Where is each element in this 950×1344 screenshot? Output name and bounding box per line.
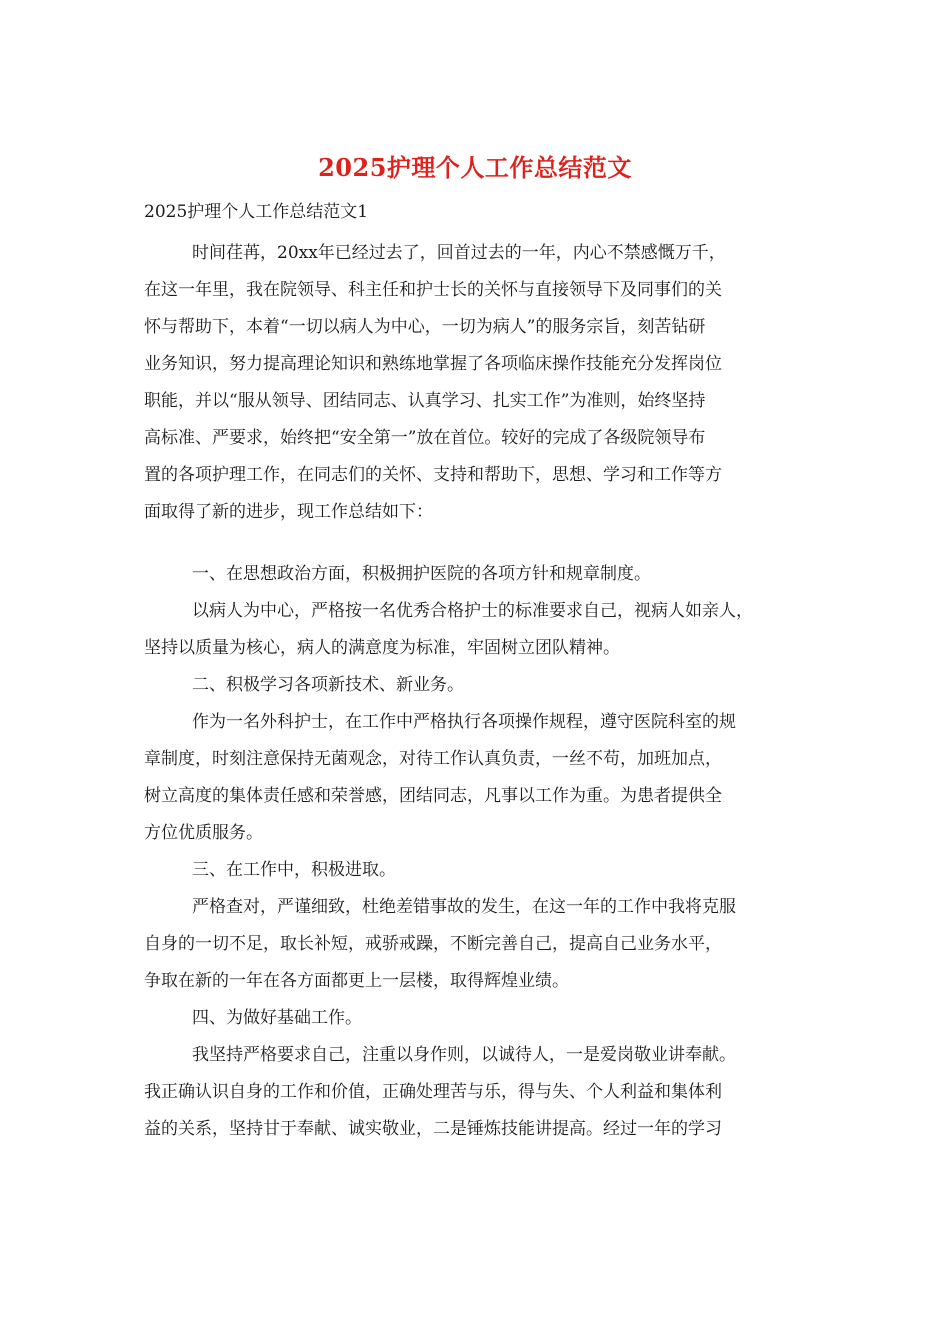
section-heading: 二、积极学习各项新技术、新业务。 — [192, 675, 464, 695]
body-line: 自身的一切不足，取长补短，戒骄戒躁，不断完善自己，提高自己业务水平， — [144, 934, 722, 954]
body-line: 方位优质服务。 — [144, 823, 263, 843]
body-line: 时间荏苒，20xx年已经过去了，回首过去的一年，内心不禁感慨万千， — [192, 243, 726, 263]
body-line: 严格查对，严谨细致，杜绝差错事故的发生，在这一年的工作中我将克服 — [192, 897, 736, 917]
section-heading: 一、在思想政治方面，积极拥护医院的各项方针和规章制度。 — [192, 564, 651, 584]
body-line: 面取得了新的进步，现工作总结如下： — [144, 502, 433, 522]
body-line: 章制度，时刻注意保持无菌观念，对待工作认真负责，一丝不苟，加班加点， — [144, 749, 722, 769]
body-line: 置的各项护理工作，在同志们的关怀、支持和帮助下，思想、学习和工作等方 — [144, 465, 722, 485]
document-subtitle: 2025护理个人工作总结范文1 — [144, 202, 369, 222]
body-line: 我正确认识自身的工作和价值，正确处理苦与乐，得与失、个人利益和集体利 — [144, 1082, 722, 1102]
body-line: 益的关系，坚持甘于奉献、诚实敬业，二是锤炼技能讲提高。经过一年的学习 — [144, 1119, 722, 1139]
body-line: 高标准、严要求，始终把“安全第一”放在首位。较好的完成了各级院领导布 — [144, 428, 706, 448]
body-line: 业务知识，努力提高理论知识和熟练地掌握了各项临床操作技能充分发挥岗位 — [144, 354, 722, 374]
body-line: 我坚持严格要求自己，注重以身作则，以诚待人，一是爱岗敬业讲奉献。 — [192, 1045, 736, 1065]
body-line: 怀与帮助下，本着“一切以病人为中心，一切为病人”的服务宗旨，刻苦钻研 — [144, 317, 706, 337]
section-heading: 三、在工作中，积极进取。 — [192, 860, 396, 880]
section-heading: 四、为做好基础工作。 — [192, 1008, 362, 1028]
body-line: 在这一年里，我在院领导、科主任和护士长的关怀与直接领导下及同事们的关 — [144, 280, 722, 300]
body-line: 树立高度的集体责任感和荣誉感，团结同志，凡事以工作为重。为患者提供全 — [144, 786, 722, 806]
body-line: 争取在新的一年在各方面都更上一层楼，取得辉煌业绩。 — [144, 971, 569, 991]
body-line: 坚持以质量为核心，病人的满意度为标准，牢固树立团队精神。 — [144, 638, 620, 658]
body-line: 职能，并以“服从领导、团结同志、认真学习、扎实工作”为准则，始终坚持 — [144, 391, 706, 411]
body-line: 以病人为中心，严格按一名优秀合格护士的标准要求自己，视病人如亲人， — [192, 601, 753, 621]
body-line: 作为一名外科护士，在工作中严格执行各项操作规程，遵守医院科室的规 — [192, 712, 736, 732]
document-title: 2025护理个人工作总结范文 — [318, 153, 632, 182]
